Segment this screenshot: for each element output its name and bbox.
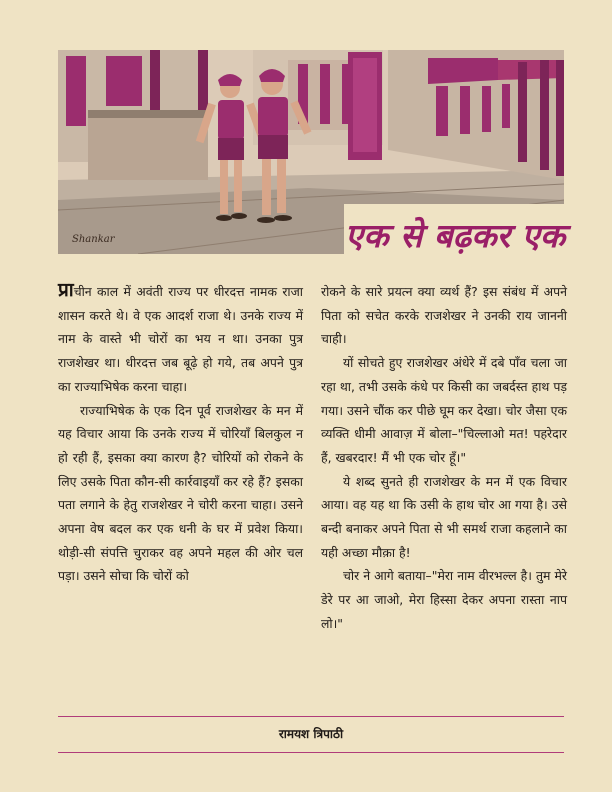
story-title: एक से बढ़कर एक: [344, 215, 566, 255]
top-rule: [58, 716, 564, 717]
right-column: [321, 280, 567, 636]
title-box: [344, 204, 566, 264]
right-paragraph-3: ये शब्द सुनते ही राजशेखर के मन में एक विचार आया। वह यह था कि उसी के हाथ चोर आ गया है। उसे बन्दी बनाकर अपने पिता से भी समर्थ राजा कहलाने का यही अच्छा मौक़ा है!: [321, 473, 567, 560]
right-paragraph-4: चोर ने आगे बताया–"मेरा नाम वीरभल्ल है। तुम मेरे डेरे पर आ जाओ, मेरा हिस्सा देकर अपना रास्ता नाप लो।": [321, 568, 567, 631]
right-paragraph-2: यों सोचते हुए राजशेखर अंधेरे में दबे पाँव चला जा रहा था, तभी उसके कंधे पर किसी का जबर्दस्त हाथ पड़ गया। उसने चौंक कर पीछे घूम कर देखा। चोर जैसा एक व्यक्ति धीमी आवाज़ में बोला–"चिल्लाओ मत! पहरेदार हैं, खबरदार! मैं भी एक चोर हूँ।": [321, 355, 567, 465]
left-paragraph-2: राज्याभिषेक के एक दिन पूर्व राजशेखर के मन में यह विचार आया कि उनके राज्य में चोरियाँ बिलकुल न हो रही हैं, इसका क्या कारण है? चोरियों को रोकने के लिए उसके पिता कौन-सी कार्रवाइयाँ कर रहे हैं? इसका पता लगाने के हेतु राजशेखर ने चोरी करना चाहा। उसने अपना वेष बदल कर एक धनी के घर में प्रवेश किया। थोड़ी-सी संपत्ति चुराकर वह अपने महल की ओर चल पड़ा। उसने सोचा कि चोरों को: [58, 402, 303, 584]
right-paragraph-1: रोकने के सारे प्रयत्न क्या व्यर्थ हैं? इस संबंध में अपने पिता को सचेत करके राजशेखर ने उनकी राय जाननी चाही।: [321, 284, 567, 347]
dropcap: प्रा: [58, 279, 74, 301]
author-name: रामयश त्रिपाठी: [278, 727, 344, 741]
bottom-rule: [58, 752, 564, 753]
left-column: [58, 280, 303, 588]
artist-signature: Shankar: [72, 234, 115, 245]
left-paragraph-1-text: चीन काल में अवंती राज्य पर धीरदत्त नामक राजा शासन करते थे। वे एक आदर्श राजा थे। उनके राज्य में नाम के वास्ते भी चोरों का भय न था। उनका पुत्र राजशेखर था। धीरदत्त जब बूढ़े हो गये, तब अपने पुत्र का राज्याभिषेक करना चाहा।: [58, 284, 303, 394]
left-paragraph-1: [58, 280, 303, 399]
